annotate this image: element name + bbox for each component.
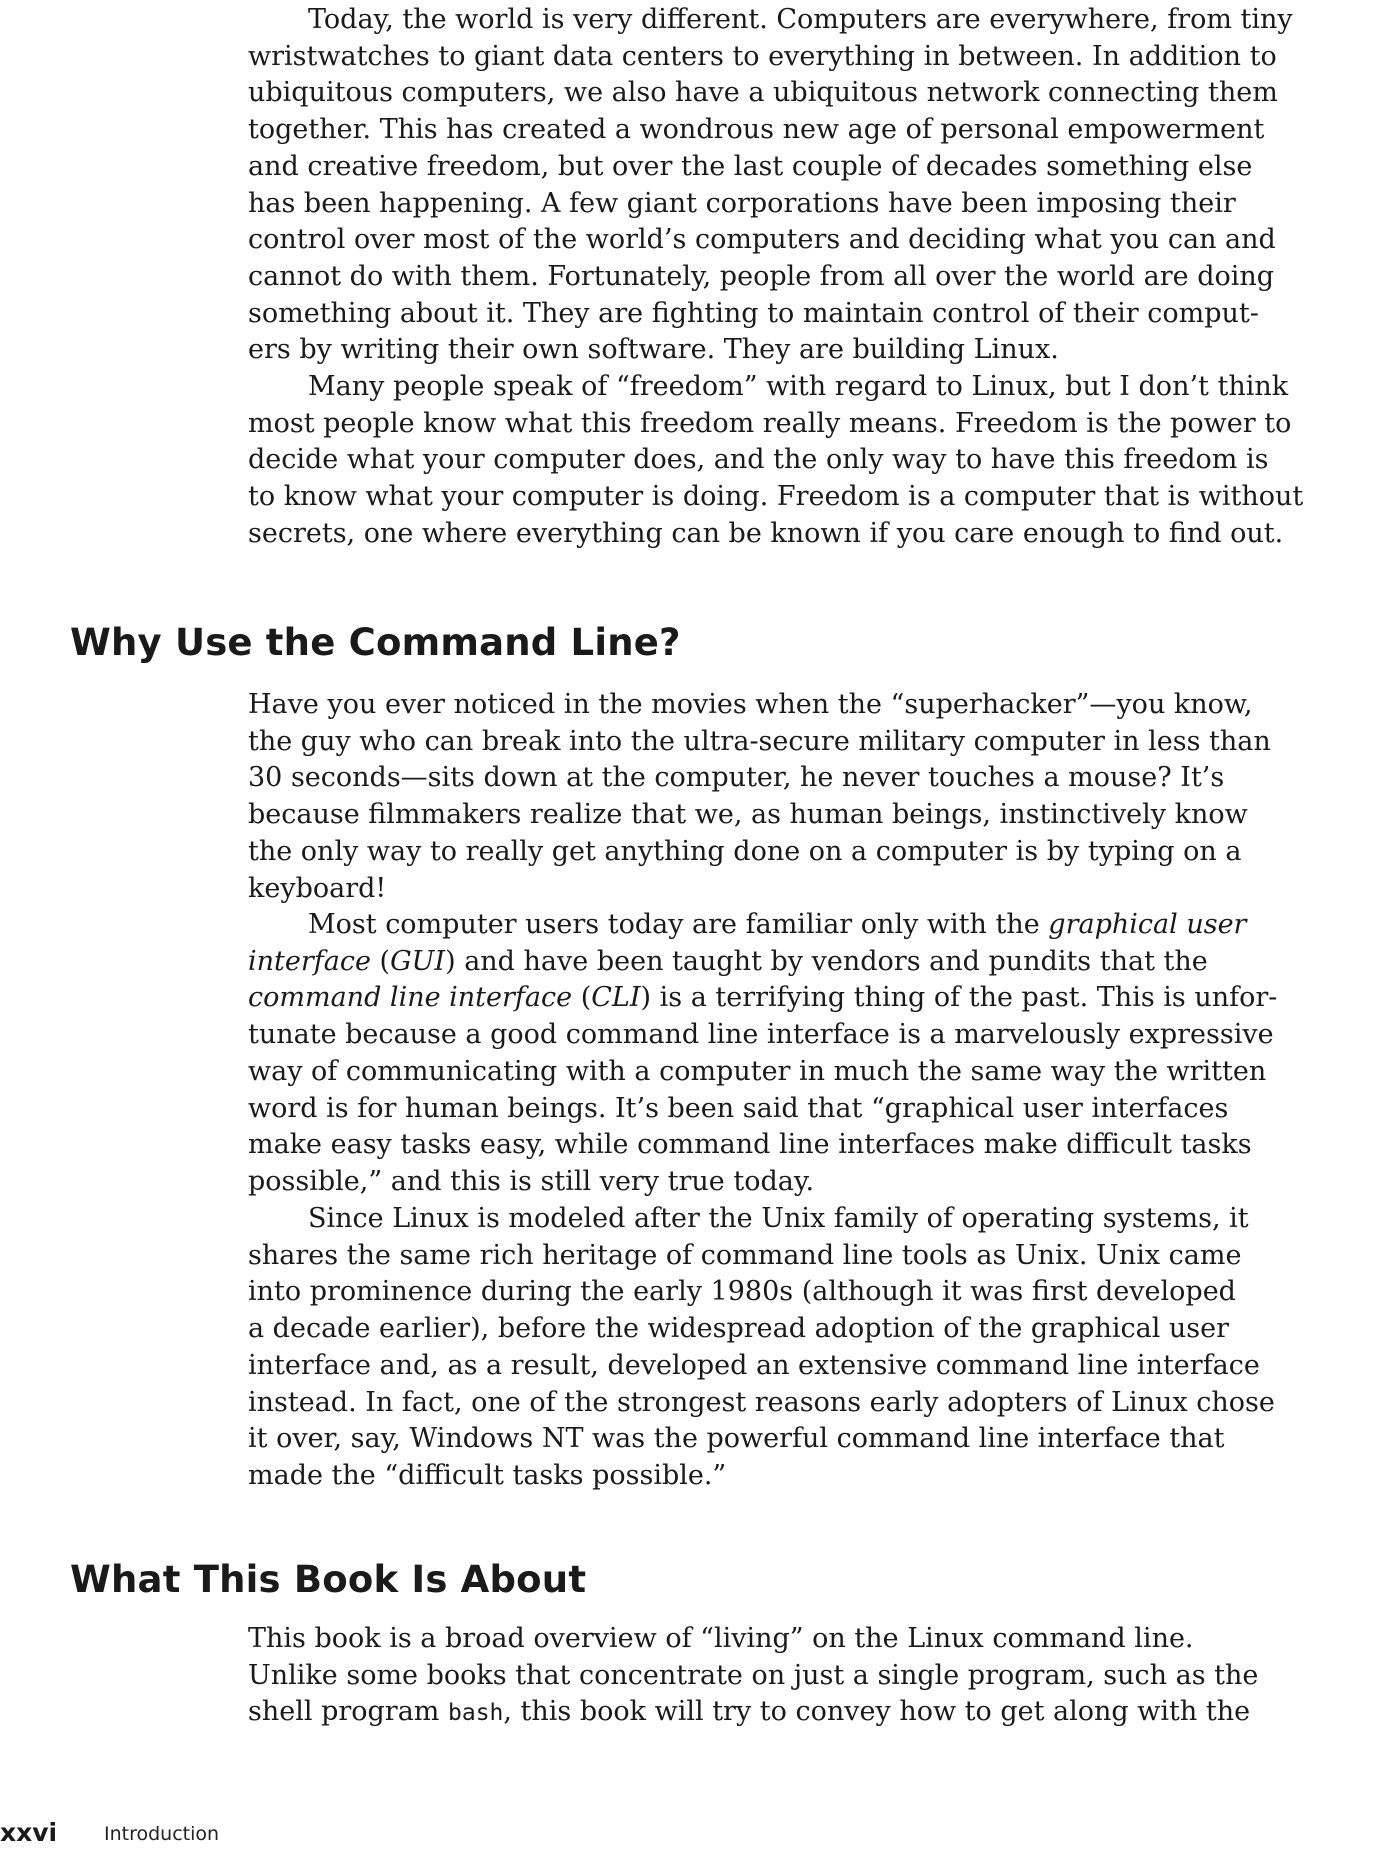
cli-paragraph-1 <box>248 687 1356 907</box>
text-line: to know what your computer is doing. Freedom is a computer that is without <box>248 481 1304 513</box>
emphasis-term: command line interface <box>248 982 573 1014</box>
text-line: has been happening. A few giant corporations have been imposing their <box>248 187 1236 219</box>
text-line: together. This has created a wondrous new age of personal empowerment <box>248 114 1265 146</box>
text-line: way of communicating with a computer in much the same way the written <box>248 1055 1267 1087</box>
text-line: Have you ever noticed in the movies when the “superhacker”—you know, <box>248 689 1253 720</box>
text-line: word is for human beings. It’s been said that “graphical user interfaces <box>248 1092 1229 1124</box>
text-line: cannot do with them. Fortunately, people from all over the world are doing <box>248 260 1275 292</box>
cli-paragraph-2 <box>248 907 1356 1201</box>
text-line: possible,” and this is still very true today. <box>248 1165 815 1197</box>
text-run: Most computer users today are familiar only with the <box>308 909 1049 940</box>
text-line: into prominence during the early 1980s (although it was first developed <box>248 1276 1236 1308</box>
text-line: decide what your computer does, and the only way to have this freedom is <box>248 444 1269 476</box>
intro-paragraph-1 <box>248 2 1356 369</box>
text-run: shell program <box>248 1696 448 1728</box>
emphasis-term: CLI <box>591 982 641 1014</box>
emphasis-term: graphical user <box>1048 909 1247 940</box>
text-line: and creative freedom, but over the last couple of decades something else <box>248 150 1253 182</box>
text-run: ( <box>572 982 592 1014</box>
text-run: ( <box>370 945 391 977</box>
text-line: wristwatches to giant data centers to everything in between. In addition to <box>248 40 1277 72</box>
text-line: shares the same rich heritage of command line tools as Unix. Unix came <box>248 1239 1242 1271</box>
section-heading-cli: Why Use the Command Line? <box>70 621 681 664</box>
text-line: 30 seconds—sits down at the computer, he never touches a mouse? It’s <box>248 762 1225 794</box>
text-line: something about it. They are fighting to maintain control of their comput- <box>248 297 1259 329</box>
emphasis-term: interface <box>248 945 371 977</box>
page-number: xxvi <box>0 1818 58 1847</box>
text-line: made the “difficult tasks possible.” <box>248 1459 727 1491</box>
text-line: ers by writing their own software. They are building Linux. <box>248 334 1059 366</box>
inline-code: bash <box>448 1700 504 1727</box>
text-line: make easy tasks easy, while command line interfaces make difficult tasks <box>248 1129 1252 1161</box>
text-line <box>248 980 1356 1017</box>
text-line: because filmmakers realize that we, as human beings, instinctively know <box>248 799 1248 831</box>
text-line <box>248 944 1356 981</box>
text-line: Since Linux is modeled after the Unix family of operating systems, it <box>308 1203 1249 1234</box>
cli-paragraph-3 <box>248 1201 1356 1495</box>
text-line: control over most of the world’s computers and deciding what you can and <box>248 224 1276 256</box>
text-line: Many people speak of “freedom” with regard to Linux, but I don’t think <box>308 371 1289 402</box>
text-run: ) and have been taught by vendors and pundits that the <box>445 945 1208 977</box>
text-line: secrets, one where everything can be known if you care enough to find out. <box>248 517 1284 549</box>
text-line: keyboard! <box>248 872 387 904</box>
text-line: most people know what this freedom really means. Freedom is the power to <box>248 407 1292 439</box>
text-line: the only way to really get anything done on a computer is by typing on a <box>248 835 1242 867</box>
emphasis-term: GUI <box>390 945 446 977</box>
text-run: , this book will try to convey how to get along with the <box>503 1696 1251 1728</box>
text-line: This book is a broad overview of “living” on the Linux command line. <box>248 1623 1194 1654</box>
text-line: interface and, as a result, developed an extensive command line interface <box>248 1349 1260 1381</box>
running-head: Introduction <box>104 1823 220 1845</box>
section-heading-book: What This Book Is About <box>70 1558 587 1601</box>
page-footer <box>0 1818 400 1848</box>
text-line: tunate because a good command line interface is a marvelously expressive <box>248 1019 1274 1051</box>
book-paragraph-1 <box>248 1621 1356 1732</box>
text-line <box>248 907 1356 944</box>
text-run: ) is a terrifying thing of the past. This is unfor- <box>640 982 1278 1014</box>
text-line <box>248 1694 1356 1732</box>
text-line: Unlike some books that concentrate on just a single program, such as the <box>248 1659 1259 1691</box>
text-line: instead. In fact, one of the strongest reasons early adopters of Linux chose <box>248 1386 1275 1418</box>
intro-paragraph-2 <box>248 369 1356 553</box>
text-line: it over, say, Windows NT was the powerful command line interface that <box>248 1423 1225 1455</box>
text-line: a decade earlier), before the widespread adoption of the graphical user <box>248 1313 1230 1345</box>
text-line: the guy who can break into the ultra-secure military computer in less than <box>248 725 1271 757</box>
text-line: ubiquitous computers, we also have a ubiquitous network connecting them <box>248 77 1278 109</box>
text-line: Today, the world is very different. Computers are everywhere, from tiny <box>308 4 1293 35</box>
